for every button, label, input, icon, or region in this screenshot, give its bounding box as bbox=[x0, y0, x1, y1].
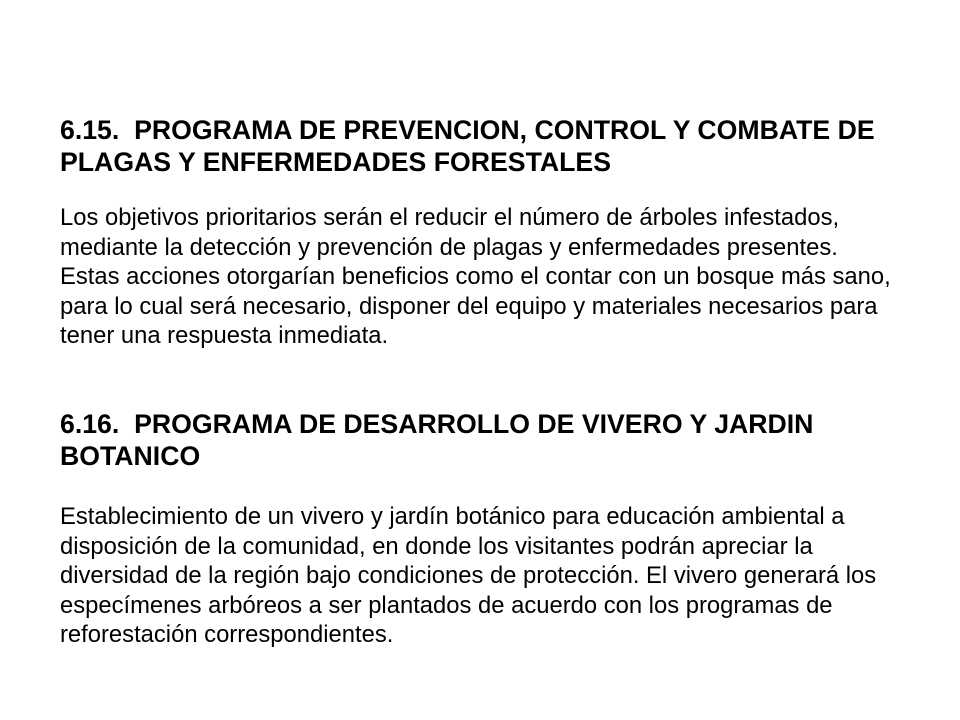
body-line: especímenes arbóreos a ser plantados de acuerdo con los programas de bbox=[60, 591, 833, 619]
body-line: Estas acciones otorgarían beneficios como el contar con un bosque más sano, bbox=[60, 263, 891, 290]
body-line: Establecimiento de un vivero y jardín botánico para educación ambiental a bbox=[60, 503, 845, 530]
body-line: Los objetivos prioritarios serán el reducir el número de árboles infestados, bbox=[60, 204, 840, 231]
body-line: diversidad de la región bajo condiciones de protección. El vivero generará los bbox=[60, 562, 877, 589]
body-line: para lo cual será necesario, disponer del equipo y materiales necesarios para bbox=[60, 292, 878, 320]
section-6-16-body bbox=[60, 502, 876, 650]
body-line: tener una respuesta inmediata. bbox=[60, 322, 389, 349]
section-6-15-body bbox=[60, 203, 891, 351]
heading-line: PLAGAS Y ENFERMEDADES FORESTALES bbox=[60, 147, 611, 177]
body-line: mediante la detección y prevención de plagas y enfermedades presentes. bbox=[60, 233, 838, 261]
section-6-15-heading bbox=[60, 114, 875, 178]
heading-line: BOTANICO bbox=[60, 441, 201, 471]
body-line: reforestación correspondientes. bbox=[60, 621, 394, 648]
body-line: disposición de la comunidad, en donde los visitantes podrán apreciar la bbox=[60, 532, 813, 560]
heading-line: 6.16. PROGRAMA DE DESARROLLO DE VIVERO Y JARDIN bbox=[60, 409, 814, 439]
heading-line: 6.15. PROGRAMA DE PREVENCION, CONTROL Y COMBATE DE bbox=[60, 115, 875, 145]
section-6-16-heading bbox=[60, 408, 813, 472]
